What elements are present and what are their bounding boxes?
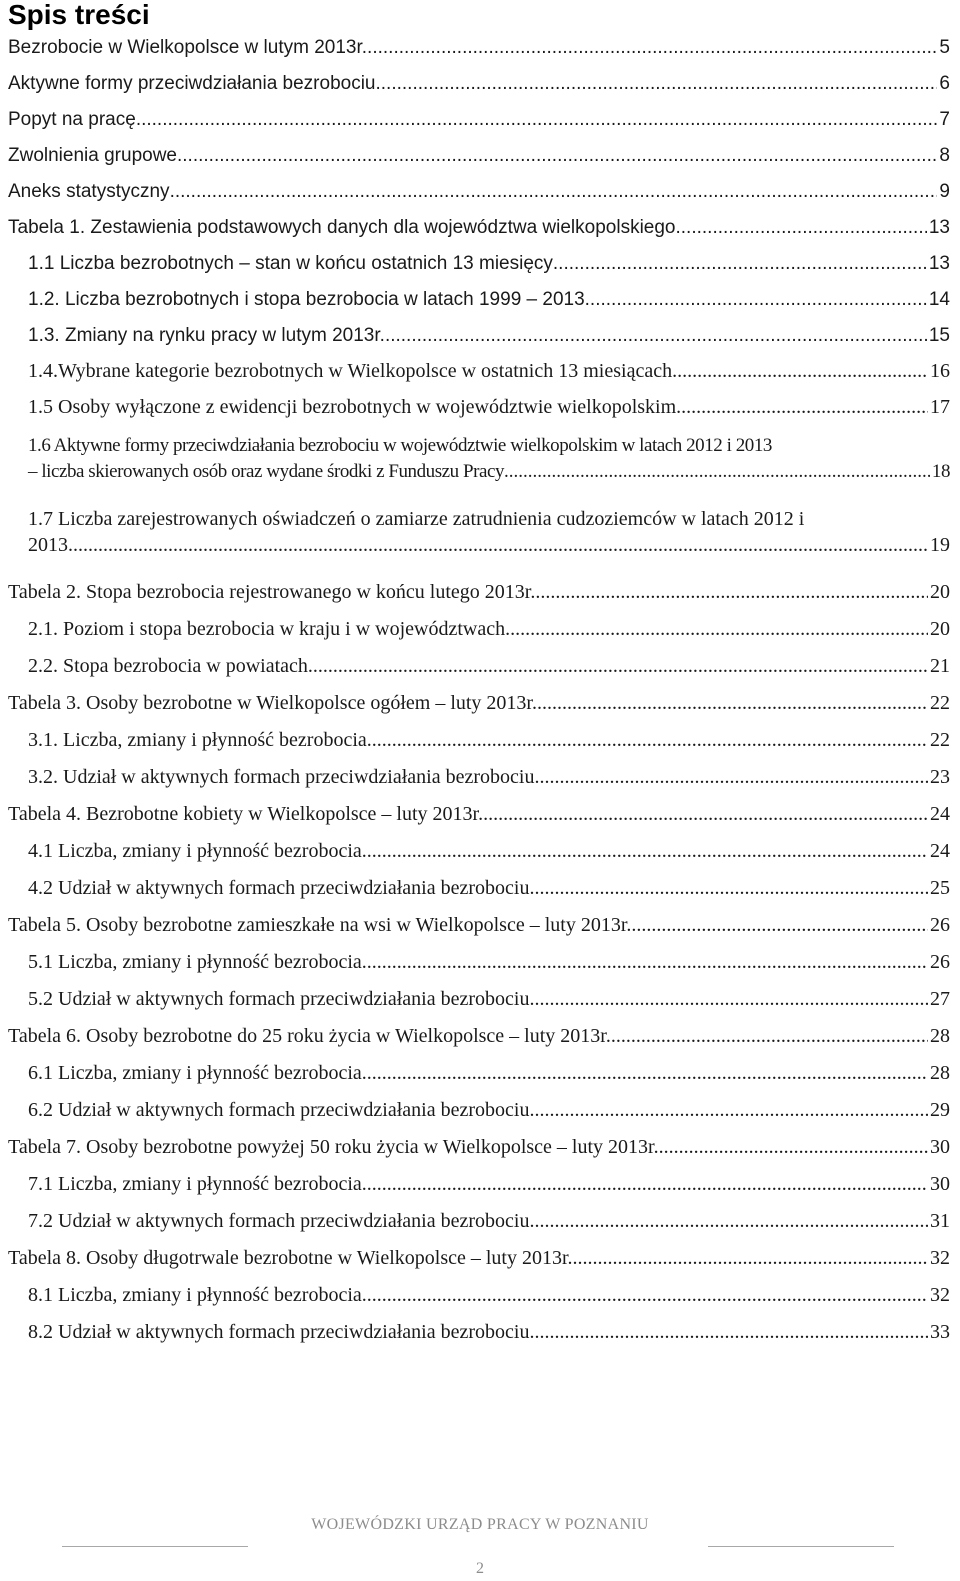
toc-entry[interactable] (8, 143, 950, 168)
toc-entry-text-line2: 2013 (28, 534, 68, 556)
toc-leader (308, 654, 928, 679)
toc-page-number: 26 (930, 951, 950, 973)
toc-entry[interactable] (8, 691, 950, 716)
toc-page-number: 16 (930, 360, 950, 382)
toc-entry-text: 3.2. Udział w aktywnych formach przeciwdziałania bezrobociu (28, 766, 535, 788)
toc-entry-text: 8.1 Liczba, zmiany i płynność bezrobocia (28, 1284, 362, 1306)
toc-entry-text: 6.1 Liczba, zmiany i płynność bezrobocia (28, 1062, 362, 1084)
toc-leader (553, 251, 927, 276)
toc-page-number: 7 (939, 109, 950, 130)
toc-page-number: 14 (928, 289, 950, 310)
toc-entry-text: 7.2 Udział w aktywnych formach przeciwdziałania bezrobociu (28, 1210, 530, 1232)
toc-entry[interactable] (28, 1172, 950, 1197)
toc-leader (676, 215, 927, 240)
toc-entry[interactable] (28, 1320, 950, 1345)
toc-page-number: 6 (939, 73, 950, 94)
toc-title: Spis treści (8, 0, 150, 30)
toc-page-number: 20 (930, 618, 950, 640)
toc-leader (529, 1098, 928, 1123)
toc-page-number: 22 (930, 692, 950, 714)
toc-leader (676, 395, 928, 420)
toc-leader (534, 765, 928, 790)
toc-leader (535, 580, 928, 605)
toc-leader (362, 1283, 928, 1308)
toc-page-number: 32 (930, 1247, 950, 1269)
toc-leader (631, 913, 928, 938)
toc-entry[interactable] (28, 876, 950, 901)
toc-entry[interactable] (28, 728, 950, 753)
toc-leader (68, 532, 928, 558)
toc-entry[interactable] (8, 71, 950, 96)
toc-leader (529, 987, 928, 1012)
toc-entry[interactable] (28, 987, 950, 1012)
toc-leader (505, 617, 928, 642)
toc-entry-text-line1: 1.6 Aktywne formy przeciwdziałania bezrobociu w województwie wielkopolskim w latach 2012 i 2013 (28, 435, 772, 456)
toc-entry[interactable] (28, 251, 950, 276)
toc-entry[interactable] (28, 617, 950, 642)
toc-entry-text: 7.1 Liczba, zmiany i płynność bezrobocia (28, 1173, 362, 1195)
toc-entry-text: 4.2 Udział w aktywnych formach przeciwdziałania bezrobociu (28, 877, 530, 899)
toc-page-number: 33 (930, 1321, 950, 1343)
toc-entry[interactable] (28, 654, 950, 679)
toc-page-number: 15 (928, 325, 950, 346)
toc-entry[interactable] (28, 359, 950, 384)
toc-entry-text: 1.5 Osoby wyłączone z ewidencji bezrobotnych w województwie wielkopolskim (28, 396, 677, 418)
toc-entry[interactable] (28, 765, 950, 790)
page-footer (0, 1516, 960, 1576)
toc-entry[interactable] (8, 802, 950, 827)
toc-entry[interactable] (8, 1135, 950, 1160)
toc-entry[interactable] (28, 1098, 950, 1123)
toc-entry-text: 2.2. Stopa bezrobocia w powiatach (28, 655, 308, 677)
toc-entry[interactable] (28, 1061, 950, 1086)
toc-entry-text: Aktywne formy przeciwdziałania bezrobociu. (8, 73, 381, 94)
toc-entry-text-line2: – liczba skierowanych osób oraz wydane środki z Funduszu Pracy (28, 461, 504, 482)
toc-entry-text: 5.1 Liczba, zmiany i płynność bezrobocia (28, 951, 362, 973)
toc-entry[interactable] (28, 323, 950, 348)
toc-entry-text: Tabela 2. Stopa bezrobocia rejestrowanego w końcu lutego 2013r. (8, 581, 536, 603)
toc-entry-text: Tabela 7. Osoby bezrobotne powyżej 50 roku życia w Wielkopolsce – luty 2013r. (8, 1136, 659, 1158)
toc-leader (362, 839, 928, 864)
toc-leader (529, 1320, 928, 1345)
toc-page-number: 13 (928, 253, 950, 274)
toc-leader (381, 71, 938, 96)
toc-page-number: 24 (930, 803, 950, 825)
toc-page-number: 31 (930, 1210, 950, 1232)
toc-page-number: 27 (930, 988, 950, 1010)
toc-entry-text: 1.2. Liczba bezrobotnych i stopa bezrobocia w latach 1999 – 2013 (28, 289, 585, 310)
toc-entry-text: 6.2 Udział w aktywnych formach przeciwdziałania bezrobociu (28, 1099, 530, 1121)
toc-page-number: 8 (939, 145, 950, 166)
toc-entry-text: Bezrobocie w Wielkopolsce w lutym 2013r. (8, 37, 368, 58)
toc-entry-text-line1: 1.7 Liczba zarejestrowanych oświadczeń o zamiarze zatrudnienia cudzoziemców w latach 2012 i (28, 508, 805, 530)
toc-page-number: 28 (930, 1025, 950, 1047)
toc-entry-multiline[interactable] (28, 506, 950, 558)
toc-entry[interactable] (8, 107, 950, 132)
toc-entry-text: Tabela 6. Osoby bezrobotne do 25 roku życia w Wielkopolsce – luty 2013r. (8, 1025, 611, 1047)
toc-entry[interactable] (8, 1024, 950, 1049)
toc-leader (659, 1135, 928, 1160)
toc-leader (177, 143, 937, 168)
toc-leader (170, 179, 938, 204)
toc-leader (672, 359, 928, 384)
toc-entry[interactable] (28, 1283, 950, 1308)
toc-page-number: 20 (930, 581, 950, 603)
toc-page-number: 29 (930, 1099, 950, 1121)
toc-entry[interactable] (8, 1246, 950, 1271)
toc-leader (537, 691, 928, 716)
toc-leader (483, 802, 928, 827)
toc-entry[interactable] (28, 287, 950, 312)
toc-entry-text: 3.1. Liczba, zmiany i płynność bezrobocia (28, 729, 367, 751)
toc-entry[interactable] (8, 179, 950, 204)
toc-entry-text: 5.2 Udział w aktywnych formach przeciwdziałania bezrobociu (28, 988, 530, 1010)
toc-page-number: 24 (930, 840, 950, 862)
toc-leader (573, 1246, 928, 1271)
toc-entry-text: Tabela 4. Bezrobotne kobiety w Wielkopolsce – luty 2013r. (8, 803, 484, 825)
toc-entry-text: Tabela 3. Osoby bezrobotne w Wielkopolsce ogółem – luty 2013r. (8, 692, 537, 714)
toc-entry[interactable] (28, 1209, 950, 1234)
footer-divider-right (708, 1546, 894, 1547)
toc-leader (362, 1172, 928, 1197)
toc-entry[interactable] (28, 395, 950, 420)
toc-entry-text: Tabela 8. Osoby długotrwale bezrobotne w Wielkopolsce – luty 2013r. (8, 1247, 573, 1269)
toc-leader (367, 35, 937, 60)
toc-entry-text: 1.1 Liczba bezrobotnych – stan w końcu ostatnich 13 miesięcy (28, 253, 553, 274)
toc-page-number: 19 (930, 534, 950, 556)
toc-page-number: 32 (930, 1284, 950, 1306)
toc-leader (529, 876, 928, 901)
toc-entry[interactable] (28, 839, 950, 864)
toc-entry[interactable] (8, 35, 950, 60)
toc-entry-line2 (28, 532, 950, 558)
toc-page-number: 18 (931, 461, 950, 482)
toc-page-number: 21 (930, 655, 950, 677)
toc-entry-text: 4.1 Liczba, zmiany i płynność bezrobocia (28, 840, 362, 862)
toc-page-number: 28 (930, 1062, 950, 1084)
toc-entry[interactable] (8, 580, 950, 605)
toc-entry-text: 1.4.Wybrane kategorie bezrobotnych w Wielkopolsce w ostatnich 13 miesiącach (28, 360, 673, 382)
toc-leader (529, 1209, 928, 1234)
footer-divider-left (62, 1546, 248, 1547)
toc-entry-text: Tabela 1. Zestawienia podstawowych danych dla województwa wielkopolskiego (8, 217, 676, 238)
footer-organization: WOJEWÓDZKI URZĄD PRACY W POZNANIU (311, 1516, 649, 1533)
toc-leader (367, 728, 928, 753)
toc-entry-multiline[interactable] (28, 433, 950, 485)
toc-entry-text: 2.1. Poziom i stopa bezrobocia w kraju i w województwach (28, 618, 506, 640)
toc-entry-text: 1.3. Zmiany na rynku pracy w lutym 2013r. (28, 325, 385, 346)
toc-page-number: 26 (930, 914, 950, 936)
toc-page-number: 22 (930, 729, 950, 751)
toc-entry-text: 8.2 Udział w aktywnych formach przeciwdziałania bezrobociu (28, 1321, 530, 1343)
toc-entry[interactable] (8, 215, 950, 240)
toc-leader (362, 1061, 928, 1086)
toc-entry[interactable] (28, 950, 950, 975)
toc-entry-text: Tabela 5. Osoby bezrobotne zamieszkałe na wsi w Wielkopolsce – luty 2013r. (8, 914, 632, 936)
toc-page-number: 30 (930, 1136, 950, 1158)
toc-entry[interactable] (8, 913, 950, 938)
toc-page-number: 25 (930, 877, 950, 899)
toc-page-number: 5 (939, 37, 950, 58)
toc-leader (362, 950, 928, 975)
toc-entry-text: Zwolnienia grupowe (8, 145, 177, 166)
toc-leader (385, 323, 927, 348)
toc-entry-text: Aneks statystyczny (8, 181, 170, 202)
toc-page-number: 23 (930, 766, 950, 788)
toc-page-number: 30 (930, 1173, 950, 1195)
toc-entry-line2 (28, 459, 950, 485)
toc-page-number: 9 (939, 181, 950, 202)
toc-leader (504, 459, 930, 485)
toc-leader (611, 1024, 928, 1049)
toc-leader (585, 287, 927, 312)
toc-page-number: 13 (928, 217, 950, 238)
toc-leader (136, 107, 938, 132)
footer-page-number: 2 (476, 1560, 484, 1577)
toc-entry-text: Popyt na pracę (8, 109, 136, 130)
toc-page-number: 17 (930, 396, 950, 418)
